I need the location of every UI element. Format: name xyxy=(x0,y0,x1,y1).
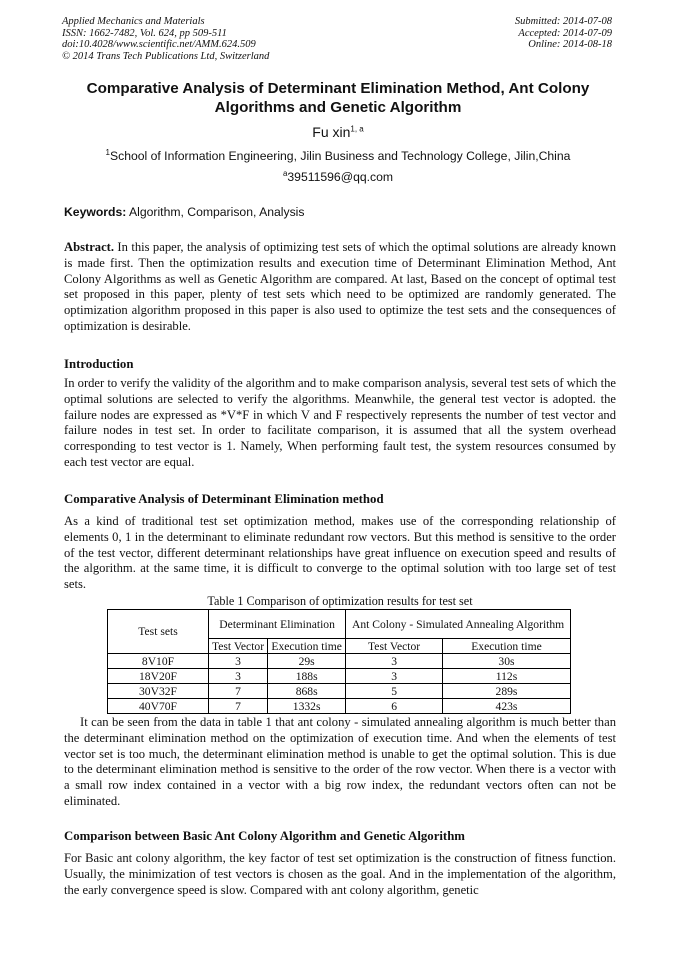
section-heading-determinant: Comparative Analysis of Determinant Elimination method xyxy=(64,492,384,506)
cell-test-set: 40V70F xyxy=(108,699,209,714)
cell-ac-vector: 3 xyxy=(346,669,443,684)
journal-header-left xyxy=(62,16,269,62)
subheader-test-vector: Test Vector xyxy=(346,639,443,654)
cell-de-time: 188s xyxy=(268,669,346,684)
journal-header-right xyxy=(515,16,612,51)
email-text: 39511596@qq.com xyxy=(287,170,394,184)
section-heading-introduction: Introduction xyxy=(64,357,134,371)
cell-ac-time: 423s xyxy=(442,699,570,714)
author-superscript: 1, a xyxy=(350,124,364,134)
table-header-row xyxy=(108,610,571,639)
header-ant-colony: Ant Colony - Simulated Annealing Algorithm xyxy=(346,610,571,639)
journal-name: Applied Mechanics and Materials xyxy=(62,16,205,27)
cell-de-vector: 3 xyxy=(209,654,268,669)
table-caption: Table 1 Comparison of optimization results for test set xyxy=(207,594,473,608)
submitted-date: Submitted: 2014-07-08 xyxy=(514,16,612,27)
author-line xyxy=(62,124,614,140)
keywords-label: Keywords: xyxy=(64,205,127,219)
determinant-paragraph: As a kind of traditional test set optimization method, makes use of the corresponding relationship of elements 0, 1 in the determinant to eliminate redundant row vectors. But this method is sensitive to the order of the test vector, different determinant relationships have great influence on execution speed and results of the algorithm. at the same time, it is difficult to converge to the optimal solution with too large set of test sets. xyxy=(64,514,616,592)
email xyxy=(62,170,614,185)
affiliation-superscript: 1 xyxy=(105,147,110,157)
paper-title: Comparative Analysis of Determinant Elimination Method, Ant Colony Algorithms and Genetic Algorithm xyxy=(86,80,590,116)
author-name: Fu xin xyxy=(312,124,351,140)
cell-de-vector: 3 xyxy=(209,669,268,684)
cell-ac-time: 112s xyxy=(442,669,570,684)
affiliation-text: School of Information Engineering, Jilin Business and Technology College, Jilin,China xyxy=(109,149,571,163)
copyright-line: © 2014 Trans Tech Publications Ltd, Switzerland xyxy=(62,50,270,62)
online-date: Online: 2014-08-18 xyxy=(528,39,612,51)
abstract xyxy=(64,240,616,335)
subheader-test-vector: Test Vector xyxy=(209,639,268,654)
table-row xyxy=(108,699,571,714)
section-heading-ant-vs-genetic: Comparison between Basic Ant Colony Algorithm and Genetic Algorithm xyxy=(64,829,465,843)
doi-line: doi:10.4028/www.scientific.net/AMM.624.509 xyxy=(62,39,256,51)
issn-line: ISSN: 1662-7482, Vol. 624, pp 509-511 xyxy=(62,27,227,39)
cell-ac-time: 289s xyxy=(442,684,570,699)
cell-ac-vector: 6 xyxy=(346,699,443,714)
abstract-label: Abstract. xyxy=(64,240,115,254)
table-row xyxy=(108,684,571,699)
header-determinant-elimination: Determinant Elimination xyxy=(209,610,346,639)
cell-de-time: 868s xyxy=(268,684,346,699)
cell-ac-vector: 3 xyxy=(346,654,443,669)
accepted-date: Accepted: 2014-07-09 xyxy=(518,27,612,39)
abstract-text: In this paper, the analysis of optimizing test sets of which the optimal solutions are already known is made first. Then the optimization results and execution time of Determinant Elimination Method, Ant Colony Algorithms as well as Genetic Algorithm are compared. At last, Based on the concept of optimal test set proposed in this paper, plenty of test sets which need to be optimized are randomly generated. The optimization algorithm proposed in this paper is also used to optimize the test sets and the consequences of optimization is desirable. xyxy=(64,240,616,333)
keywords-text: Algorithm, Comparison, Analysis xyxy=(126,205,305,219)
affiliation xyxy=(62,149,614,164)
email-superscript: a xyxy=(282,168,288,178)
keywords xyxy=(64,205,616,220)
cell-test-set: 8V10F xyxy=(108,654,209,669)
header-test-sets: Test sets xyxy=(108,610,209,654)
table-row xyxy=(108,669,571,684)
table-discussion-paragraph: It can be seen from the data in table 1 that ant colony - simulated annealing algorithm is much better than the determinant elimination method on the optimization of execution time. And when the elements of test vector set is too much, the determinant elimination method is unable to get the optimal solution. This is due to the determinant elimination method is sensitive to the order of the row vector. When there is a vector with a small row index contained in a vector with a big row index, the redundant vectors often can not be eliminated. xyxy=(64,715,616,808)
cell-ac-vector: 5 xyxy=(346,684,443,699)
cell-de-vector: 7 xyxy=(209,699,268,714)
introduction-paragraph: In order to verify the validity of the algorithm and to make comparison analysis, several test sets of which the optimal solutions are selected to verify the algorithms. Meanwhile, the general test vector is adopted. the failure nodes are expressed as *V*F in which V and F respectively represents the number of test vector and failure nodes in test set. In order to facilitate comparison, it is assumed that all the system overhead corresponding to test vector is 1. Namely, When performing fault test, the system resources consumed by each test vector are equal. xyxy=(64,376,616,469)
comparison-table xyxy=(107,609,571,714)
cell-test-set: 18V20F xyxy=(108,669,209,684)
cell-de-time: 29s xyxy=(268,654,346,669)
table-row xyxy=(108,654,571,669)
cell-ac-time: 30s xyxy=(442,654,570,669)
cell-test-set: 30V32F xyxy=(108,684,209,699)
subheader-execution-time: Execution time xyxy=(442,639,570,654)
ant-vs-genetic-paragraph: For Basic ant colony algorithm, the key factor of test set optimization is the construction of fitness function. Usually, the minimization of test vectors is chosen as the goal. And in the implementation of the algorithm, the early convergence speed is slow. Compared with ant colony algorithm, genetic xyxy=(64,851,616,897)
cell-de-time: 1332s xyxy=(268,699,346,714)
subheader-execution-time: Execution time xyxy=(268,639,346,654)
cell-de-vector: 7 xyxy=(209,684,268,699)
